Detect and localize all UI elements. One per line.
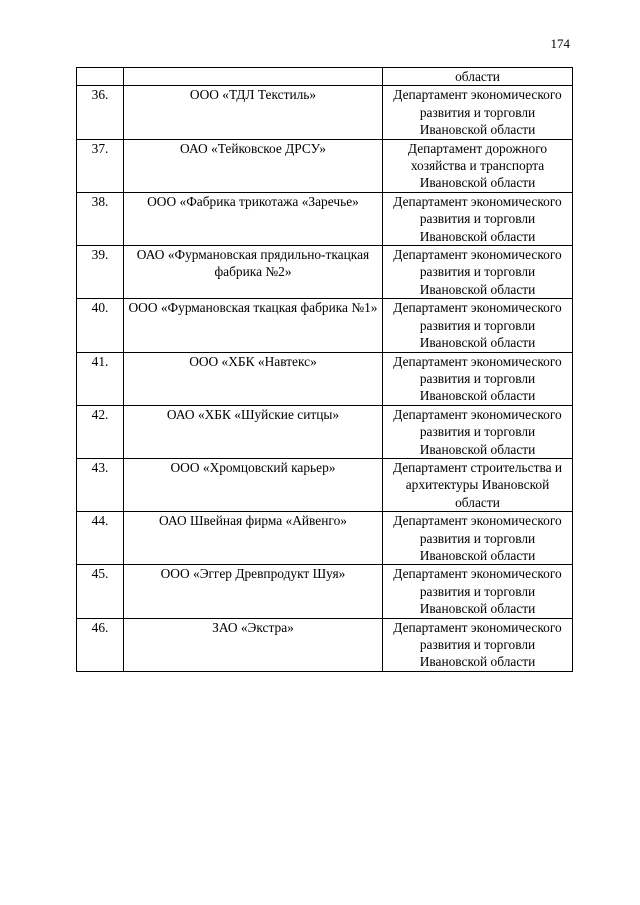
department-name: Департамент дорожного хозяйства и транспорта Ивановской области [383,139,573,192]
organization-name: ООО «ХБК «Навтекс» [124,352,383,405]
row-number: 42. [77,405,124,458]
organization-name [124,68,383,86]
organization-name: ОАО «Фурмановская прядильно-ткацкая фабрика №2» [124,246,383,299]
organization-name: ООО «Эггер Древпродукт Шуя» [124,565,383,618]
department-name: Департамент экономического развития и торговли Ивановской области [383,405,573,458]
row-number: 37. [77,139,124,192]
table-row [77,299,573,352]
row-number: 41. [77,352,124,405]
row-number: 44. [77,512,124,565]
table-row [77,352,573,405]
page-number: 174 [550,36,570,51]
table-row [77,458,573,511]
department-name: Департамент экономического развития и торговли Ивановской области [383,512,573,565]
row-number: 40. [77,299,124,352]
department-name: Департамент экономического развития и торговли Ивановской области [383,86,573,139]
table-row [77,192,573,245]
row-number: 38. [77,192,124,245]
row-number: 39. [77,246,124,299]
organization-name: ООО «Фабрика трикотажа «Заречье» [124,192,383,245]
department-name: Департамент экономического развития и торговли Ивановской области [383,352,573,405]
department-name: Департамент экономического развития и торговли Ивановской области [383,246,573,299]
table-row [77,68,573,86]
organization-name: ООО «Фурмановская ткацкая фабрика №1» [124,299,383,352]
organization-name: ЗАО «Экстра» [124,618,383,671]
organization-name: ОАО Швейная фирма «Айвенго» [124,512,383,565]
organization-name: ООО «ТДЛ Текстиль» [124,86,383,139]
organizations-table [76,67,573,672]
table-row [77,565,573,618]
department-name: области [383,68,573,86]
table-row [77,246,573,299]
row-number [77,68,124,86]
table-row [77,405,573,458]
organization-name: ОАО «Тейковское ДРСУ» [124,139,383,192]
organization-name: ОАО «ХБК «Шуйские ситцы» [124,405,383,458]
table-row [77,512,573,565]
row-number: 46. [77,618,124,671]
department-name: Департамент экономического развития и торговли Ивановской области [383,565,573,618]
row-number: 45. [77,565,124,618]
department-name: Департамент экономического развития и торговли Ивановской области [383,618,573,671]
table-row [77,139,573,192]
row-number: 43. [77,458,124,511]
row-number: 36. [77,86,124,139]
department-name: Департамент экономического развития и торговли Ивановской области [383,192,573,245]
department-name: Департамент строительства и архитектуры Ивановской области [383,458,573,511]
department-name: Департамент экономического развития и торговли Ивановской области [383,299,573,352]
table-row [77,86,573,139]
organization-name: ООО «Хромцовский карьер» [124,458,383,511]
table-row [77,618,573,671]
